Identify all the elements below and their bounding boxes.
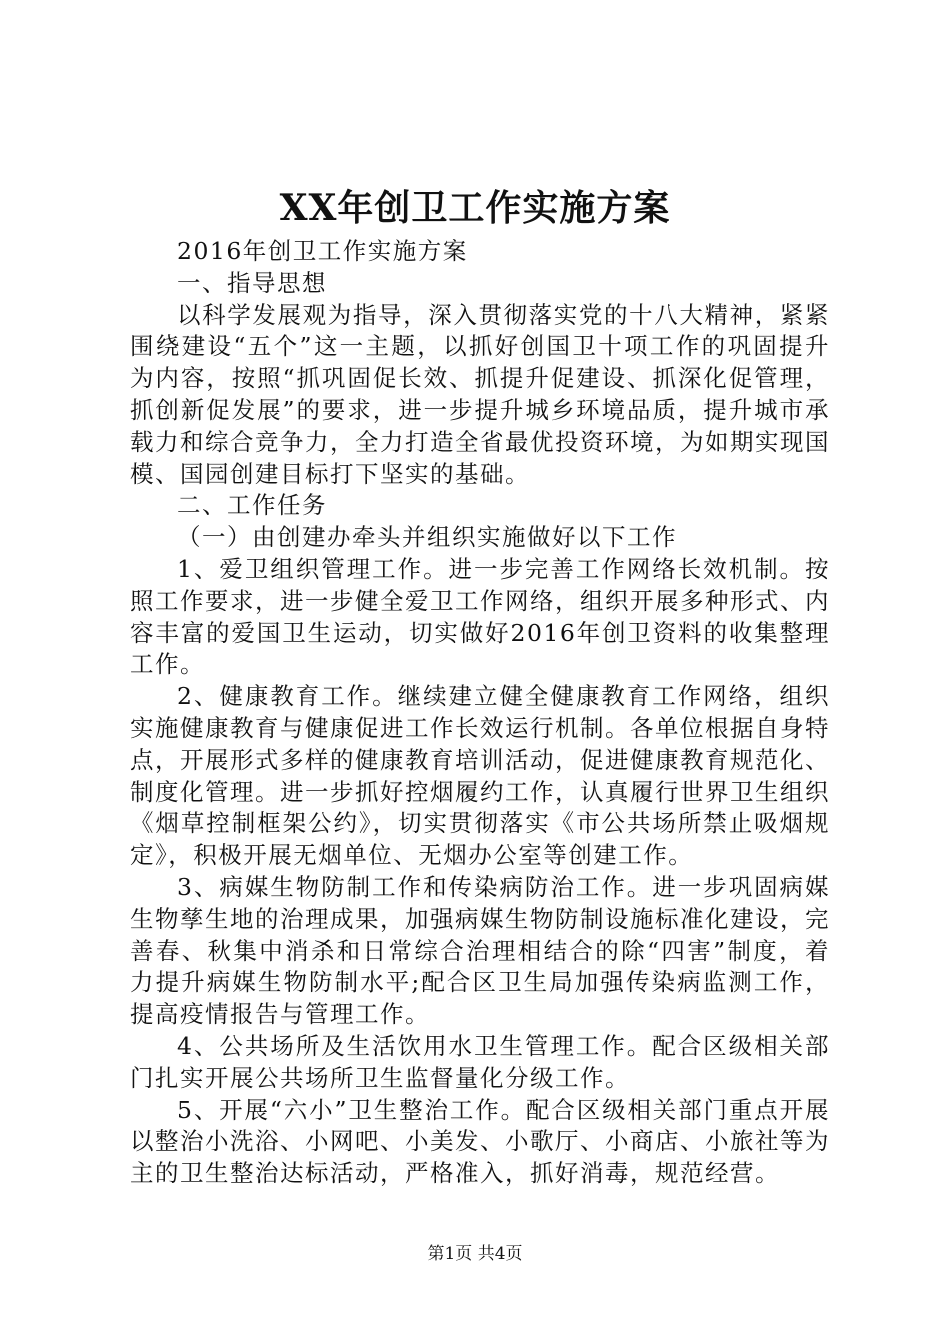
body-paragraph: 4、公共场所及生活饮用水卫生管理工作。配合区级相关部门扎实开展公共场所卫生监督量化分级工作。 [130,1031,830,1092]
document-body [130,236,830,1190]
body-paragraph: 以科学发展观为指导，深入贯彻落实党的十八大精神，紧紧围绕建设“五个”这一主题，以抓好创国卫十项工作的巩固提升为内容，按照“抓巩固促长效、抓提升促建设、抓深化促管理，抓创新促发展”的要求，进一步提升城乡环境品质，提升城市承载力和综合竞争力，全力打造全省最优投资环境，为如期实现国模、国园创建目标打下坚实的基础。 [130,300,830,488]
document-title: XX年创卫工作实施方案 [279,187,671,229]
section-heading-guiding-thought: 一、指导思想 [177,268,327,297]
body-paragraph: 1、爱卫组织管理工作。进一步完善工作网络长效机制。按照工作要求，进一步健全爱卫工作网络，组织开展多种形式、内容丰富的爱国卫生运动，切实做好2016年创卫资料的收集整理工作。 [130,554,830,679]
body-paragraph: 2、健康教育工作。继续建立健全健康教育工作网络，组织实施健康教育与健康促进工作长效运行机制。各单位根据自身特点，开展形式多样的健康教育培训活动，促进健康教育规范化、制度化管理。进一步抓好控烟履约工作，认真履行世界卫生组织《烟草控制框架公约》，切实贯彻落实《市公共场所禁止吸烟规定》，积极开展无烟单位、无烟办公室等创建工作。 [130,682,830,870]
section-heading-work-tasks: 二、工作任务 [177,491,327,520]
body-paragraph: 5、开展“六小”卫生整治工作。配合区级相关部门重点开展以整治小洗浴、小网吧、小美发、小歌厅、小商店、小旅社等为主的卫生整治达标活动，严格准入，抓好消毒，规范经营。 [130,1095,830,1188]
subsection-heading: （一）由创建办牵头并组织实施做好以下工作 [177,523,677,552]
page-footer: 第1页 共4页 [427,1244,523,1264]
subtitle-paragraph: 2016年创卫工作实施方案 [177,237,468,265]
body-paragraph: 3、病媒生物防制工作和传染病防治工作。进一步巩固病媒生物孳生地的治理成果，加强病媒生物防制设施标准化建设，完善春、秋集中消杀和日常综合治理相结合的除“四害”制度，着力提升病媒生物防制水平;配合区卫生局加强传染病监测工作，提高疫情报告与管理工作。 [130,872,830,1029]
